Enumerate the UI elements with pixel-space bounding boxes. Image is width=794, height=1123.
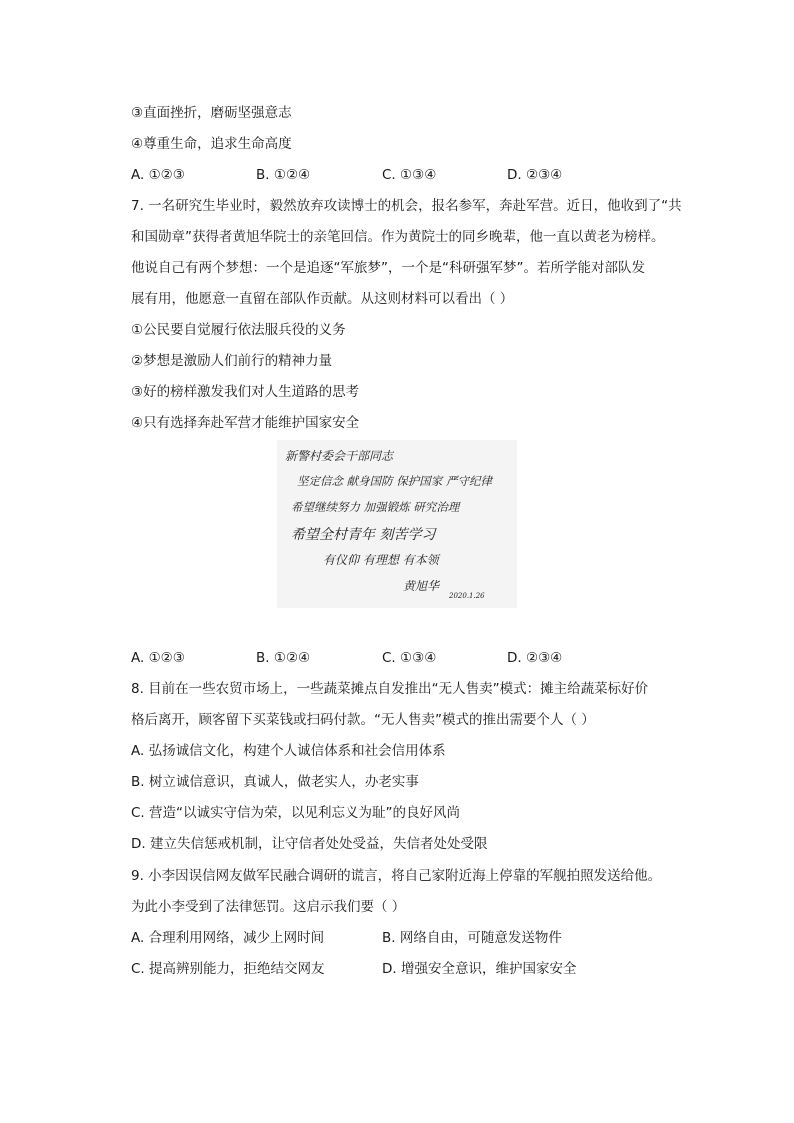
q7-option-c: C. ①③④ (382, 650, 437, 666)
q7-stem-line: 展有用，他愿意一直留在部队作贡献。从这则材料可以看出（ ） (131, 291, 514, 307)
q9-stem-line: 为此小李受到了法律惩罚。这启示我们要（ ） (131, 899, 406, 915)
handwriting-line: 希望继续努力 加强锻炼 研究治理 (291, 500, 460, 514)
q7-stem-line: 和国勋章”获得者黄旭华院士的亲笔回信。作为黄院士的同乡晚辈，他一直以黄老为榜样。 (131, 229, 665, 245)
q9-stem-line: 9. 小李因误信网友做军民融合调研的谎言，将自己家附近海上停靠的军舰拍照发送给他。 (131, 868, 662, 884)
q7-item-4: ④只有选择奔赴军营才能维护国家安全 (131, 415, 360, 431)
handwriting-line: 希望全村青年 刻苦学习 (291, 527, 436, 543)
q6-item-3: ③直面挫折，磨砺坚强意志 (131, 105, 292, 121)
q7-item-2: ②梦想是激励人们前行的精神力量 (131, 353, 333, 369)
q9-option-d: D. 增强安全意识，维护国家安全 (382, 961, 577, 977)
handwritten-letter-image (277, 440, 517, 608)
q6-option-c: C. ①③④ (382, 167, 437, 183)
q6-option-a: A. ①②③ (131, 167, 185, 183)
q8-option-c: C. 营造“以诚实守信为荣，以见利忘义为耻”的良好风尚 (131, 805, 460, 821)
q8-option-b: B. 树立诚信意识，真诚人，做老实人，办老实事 (131, 774, 419, 790)
q6-item-4: ④尊重生命，追求生命高度 (131, 136, 292, 152)
q9-option-b: B. 网络自由，可随意发送物件 (382, 930, 562, 946)
handwriting-line: 新警村委会干部同志 (285, 449, 394, 463)
handwritten-letter-svg (277, 440, 517, 608)
q8-stem-line: 8. 目前在一些农贸市场上，一些蔬菜摊点自发推出“无人售卖”模式：摊主给蔬菜标好价 (131, 681, 649, 697)
q7-option-b: B. ①②④ (256, 650, 311, 666)
q6-options (131, 165, 691, 185)
q7-stem-line: 7. 一名研究生毕业时，毅然放弃攻读博士的机会，报名参军，奔赴军营。近日，他收到了“共 (131, 198, 682, 214)
q7-item-1: ①公民要自觉履行依法服兵役的义务 (131, 322, 346, 338)
q8-stem-line: 格后离开，顾客留下买菜钱或扫码付款。“无人售卖”模式的推出需要个人（ ） (131, 712, 595, 728)
q7-option-d: D. ②③④ (507, 650, 563, 666)
q8-option-d: D. 建立失信惩戒机制，让守信者处处受益，失信者处处受限 (131, 836, 488, 852)
q9-options-row-1 (131, 928, 691, 948)
handwriting-line: 有仪仰 有理想 有本领 (323, 553, 439, 567)
handwriting-signature: 黄旭华 (403, 579, 440, 593)
q6-option-b: B. ①②④ (256, 167, 311, 183)
q9-option-a: A. 合理利用网络，减少上网时间 (131, 930, 325, 946)
q7-options (131, 648, 691, 668)
handwriting-date: 2020.1.26 (449, 592, 485, 600)
handwriting-line: 坚定信念 献身国防 保护国家 严守纪律 (297, 474, 492, 488)
q7-stem-line: 他说自己有两个梦想：一个是追逐“军旅梦”，一个是“科研强军梦”。若所学能对部队发 (131, 260, 645, 276)
q9-option-c: C. 提高辨别能力，拒绝结交网友 (131, 961, 325, 977)
q7-item-3: ③好的榜样激发我们对人生道路的思考 (131, 384, 360, 400)
q9-options-row-2 (131, 959, 691, 979)
q8-option-a: A. 弘扬诚信文化，构建个人诚信体系和社会信用体系 (131, 743, 446, 759)
q7-option-a: A. ①②③ (131, 650, 185, 666)
q6-option-d: D. ②③④ (507, 167, 563, 183)
